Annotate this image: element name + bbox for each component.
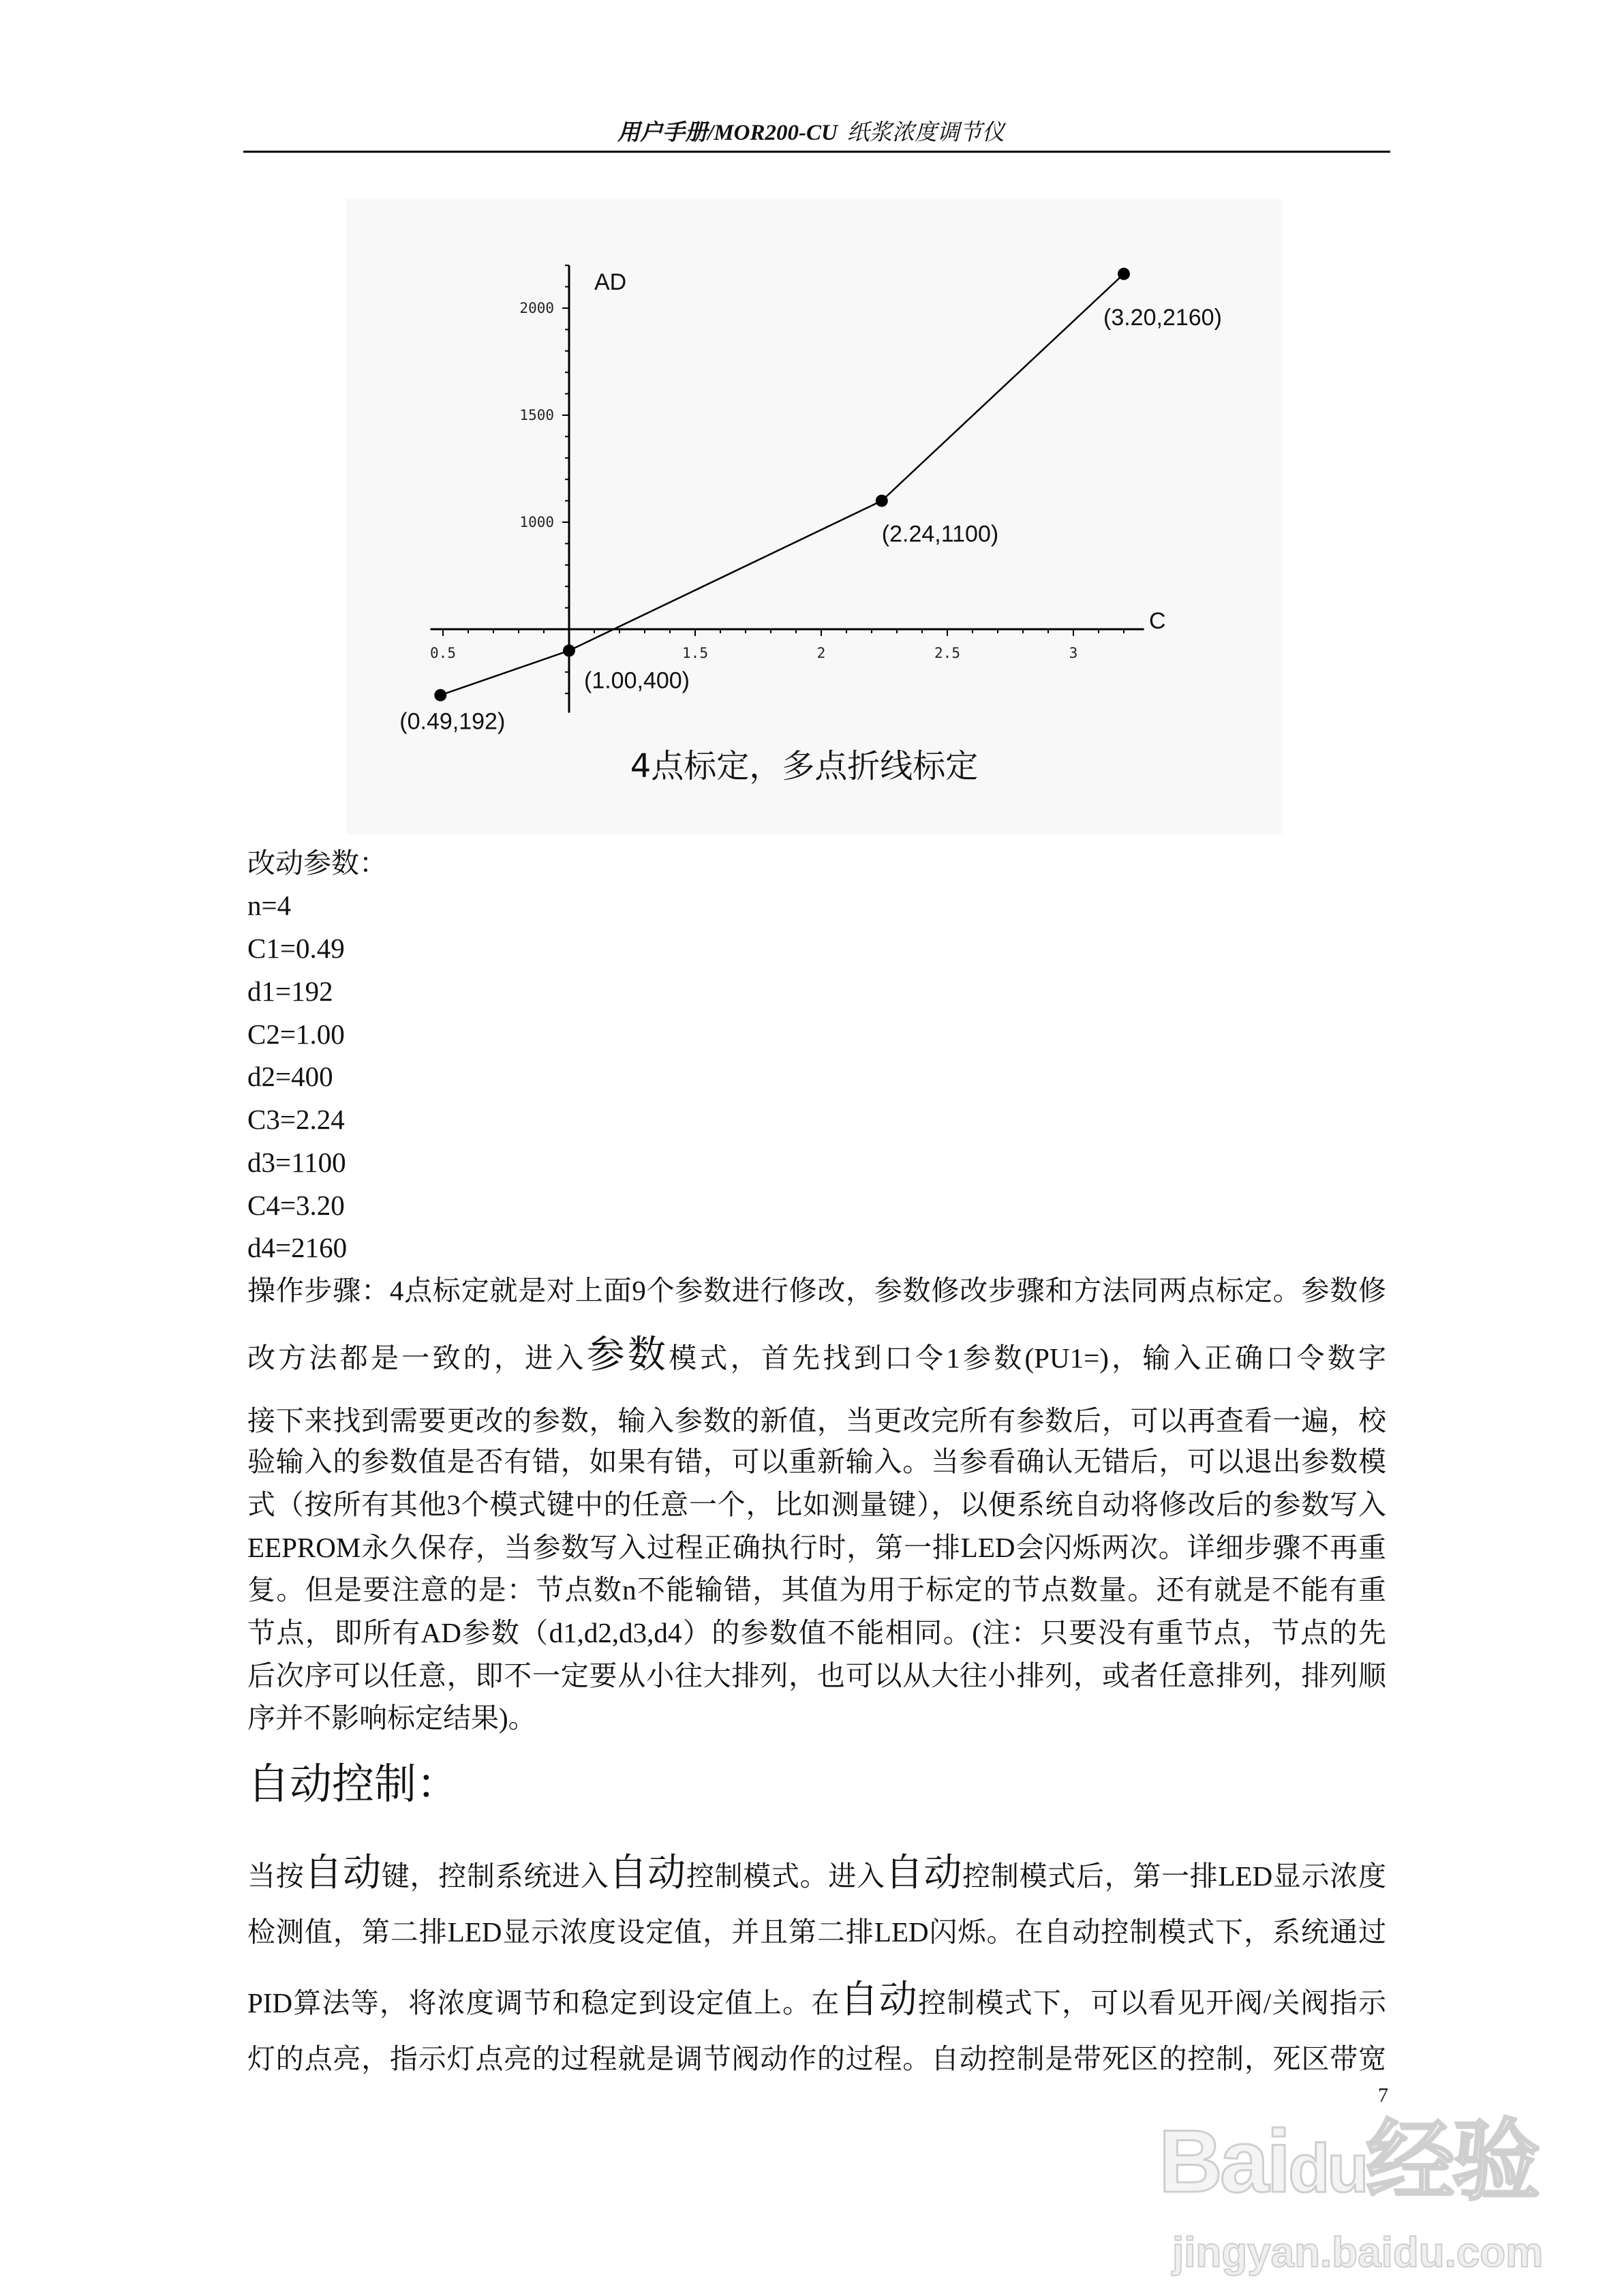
- text-line: [247, 1912, 1386, 1952]
- watermark-url: jingyan.baidu.com: [1172, 2229, 1544, 2276]
- point-label: (1.00,400): [584, 667, 690, 694]
- text-segment: 改方法都是一致的，进入: [247, 1342, 587, 1374]
- emphasized-text: 自动: [304, 1853, 382, 1894]
- text-segment: d4=2160: [247, 1232, 348, 1263]
- text-segment: d2=400: [247, 1061, 333, 1092]
- y-tick-label: 1500: [519, 407, 554, 423]
- text-segment: 控制模式。进入: [686, 1860, 885, 1892]
- text-segment: 灯的点亮，指示灯点亮的过程就是调节阀动作的过程。自动控制是带死区的控制，死区带宽: [247, 2043, 1386, 2074]
- text-segment: C2=1.00: [247, 1018, 345, 1050]
- data-point: [563, 644, 575, 656]
- text-line: [247, 1980, 1386, 2021]
- text-segment: 模式，首先找到口令1参数(PU1=)，输入正确口令数字: [669, 1342, 1386, 1374]
- text-line: [247, 1527, 1386, 1568]
- text-segment: d3=1100: [247, 1147, 346, 1178]
- text-segment: 改动参数：: [247, 847, 387, 879]
- text-line: [247, 1056, 1386, 1097]
- text-segment: EEPROM永久保存，当参数写入过程正确执行时，第一排LED会闪烁两次。详细步骤不再重: [247, 1532, 1386, 1563]
- text-segment: 控制模式后，第一排LED显示浓度: [962, 1860, 1386, 1892]
- y-axis-label: AD: [594, 269, 627, 295]
- text-line: [247, 1441, 1386, 1482]
- text-line: [247, 971, 1386, 1012]
- x-tick-label: 3: [1069, 645, 1078, 661]
- text-line: [247, 1484, 1386, 1525]
- data-point: [876, 495, 888, 507]
- text-segment: 控制模式下，可以看见开阀/关阀指示: [918, 1987, 1386, 2019]
- text-segment: 复。但是要注意的是：节点数n不能输错，其值为用于标定的节点数量。还有就是不能有重: [247, 1574, 1386, 1605]
- y-tick-label: 1000: [519, 514, 554, 530]
- point-label: (2.24,1100): [881, 521, 999, 547]
- text-line: [247, 1014, 1386, 1055]
- baidu-watermark: [1159, 2111, 1544, 2284]
- text-segment: 键，控制系统进入: [381, 1860, 609, 1892]
- emphasized-text: 参数: [586, 1335, 669, 1376]
- point-label: (0.49,192): [399, 708, 506, 735]
- x-axis-label: C: [1149, 608, 1166, 634]
- text-segment: 式（按所有其他3个模式键中的任意一个，比如测量键），以便系统自动将修改后的参数写入: [247, 1489, 1386, 1520]
- text-segment: n=4: [247, 890, 292, 921]
- text-line: [247, 1099, 1386, 1140]
- text-segment: C4=3.20: [247, 1190, 345, 1221]
- text-segment: 节点，即所有AD参数（d1,d2,d3,d4）的参数值不能相同。(注：只要没有重节点，节点的先: [247, 1617, 1386, 1648]
- text-line: [247, 885, 1386, 926]
- text-segment: 操作步骤：4点标定就是对上面9个参数进行修改，参数修改步骤和方法同两点标定。参数修: [247, 1275, 1386, 1306]
- text-segment: 检测值，第二排LED显示浓度设定值，并且第二排LED闪烁。在自动控制模式下，系统通过: [247, 1916, 1386, 1948]
- emphasized-text: 自动: [840, 1980, 919, 2021]
- text-line: [247, 2038, 1386, 2079]
- text-segment: C1=0.49: [247, 933, 345, 964]
- x-tick-label: 1.5: [682, 645, 708, 661]
- point-label: (3.20,2160): [1103, 304, 1222, 331]
- data-point: [434, 689, 446, 701]
- text-segment: C3=2.24: [247, 1104, 345, 1135]
- chart-caption: 4点标定，多点折线标定: [630, 747, 979, 785]
- x-tick-label: 0.5: [430, 645, 456, 661]
- text-line: [247, 843, 1386, 883]
- text-line: [247, 1185, 1386, 1226]
- chart-background: [346, 199, 1283, 834]
- header-title: 用户手册/MOR200-CU: [617, 121, 838, 145]
- emphasized-text: 自动: [609, 1853, 686, 1894]
- watermark-logo: Baidu经验: [1159, 2111, 1538, 2211]
- text-line: [247, 1655, 1386, 1696]
- text-line: [247, 1400, 1386, 1441]
- y-tick-label: 2000: [519, 300, 554, 316]
- text-segment: 验输入的参数值是否有错，如果有错，可以重新输入。当参看确认无错后，可以退出参数模: [247, 1446, 1386, 1477]
- page-number: 7: [1378, 2084, 1388, 2106]
- text-line: [247, 1227, 1386, 1268]
- text-line: [247, 928, 1386, 969]
- text-line: [247, 1853, 1386, 1894]
- text-segment: d1=192: [247, 976, 333, 1007]
- x-tick-label: 2.5: [934, 645, 960, 661]
- text-segment: PID算法等，将浓度调节和稳定到设定值上。在: [247, 1987, 840, 2019]
- text-line: [247, 1335, 1386, 1376]
- text-line: [247, 1270, 1386, 1311]
- header-subtitle: 纸浆浓度调节仪: [846, 121, 1005, 145]
- text-segment: 当按: [247, 1860, 305, 1892]
- text-segment: 接下来找到需要更改的参数，输入参数的新值，当更改完所有参数后，可以再查看一遍，校: [247, 1405, 1386, 1436]
- text-line: [247, 1142, 1386, 1183]
- text-line: [247, 1569, 1386, 1610]
- text-segment: 序并不影响标定结果)。: [247, 1702, 536, 1734]
- text-line: [247, 1612, 1386, 1653]
- x-tick-label: 2: [816, 645, 826, 661]
- section-heading: 自动控制：: [247, 1762, 459, 1808]
- data-point: [1118, 268, 1130, 280]
- emphasized-text: 自动: [885, 1853, 963, 1894]
- text-line: [247, 1697, 1386, 1738]
- calibration-chart: [0, 0, 1622, 845]
- text-segment: 后次序可以任意，即不一定要从小往大排列，也可以从大往小排列，或者任意排列，排列顺: [247, 1660, 1386, 1691]
